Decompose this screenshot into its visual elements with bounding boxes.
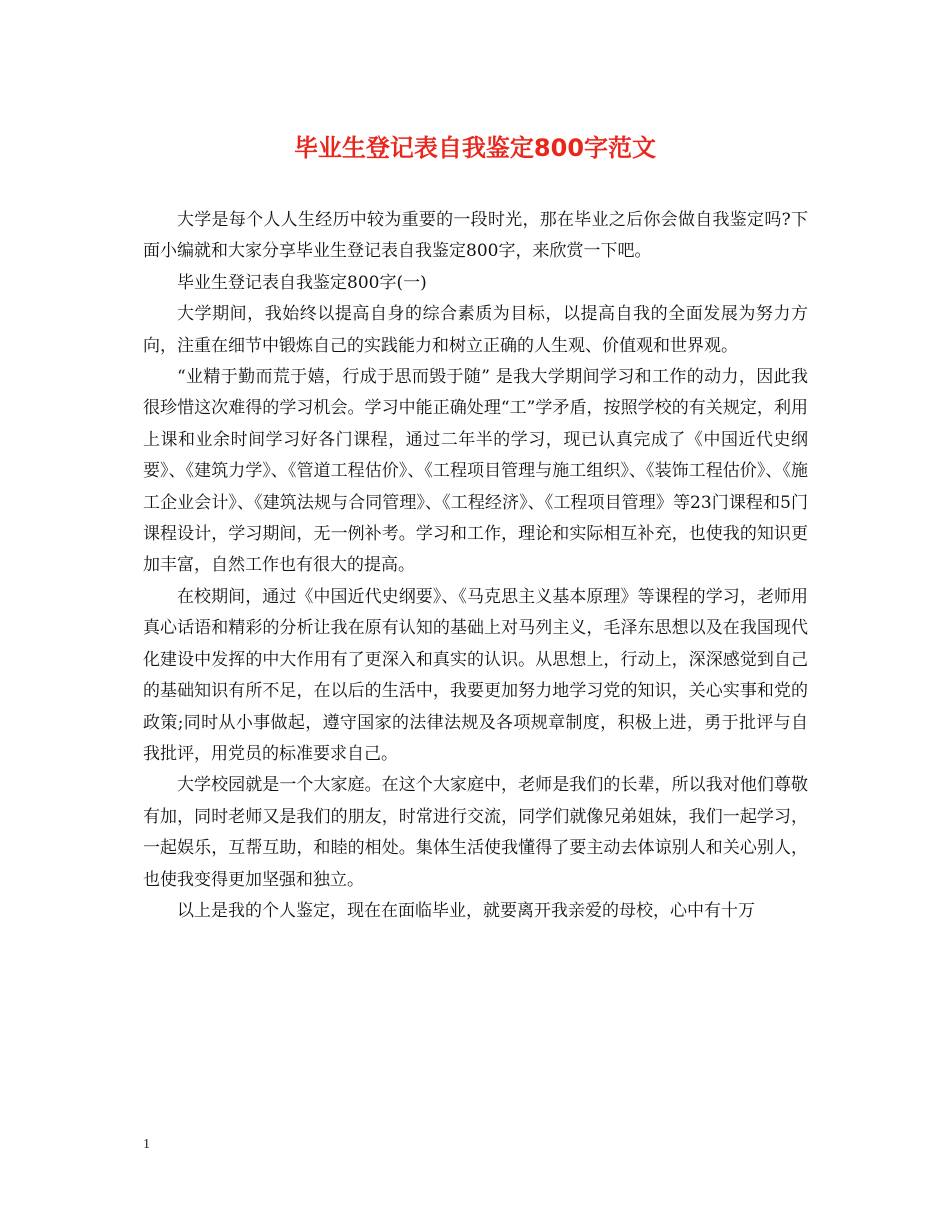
paragraph-intro: 大学是每个人人生经历中较为重要的一段时光，那在毕业之后你会做自我鉴定吗?下面小编就和大家分享毕业生登记表自我鉴定800字，来欣赏一下吧。 bbox=[143, 210, 808, 262]
document-body bbox=[143, 205, 808, 927]
paragraph: 大学校园就是一个大家庭。在这个大家庭中，老师是我们的长辈，所以我对他们尊敬有加，同时老师又是我们的朋友，时常进行交流，同学们就像兄弟姐妹，我们一起学习，一起娱乐，互帮互助，和睦的相处。集体生活使我懂得了要主动去体谅别人和关心别人，也使我变得更加坚强和独立。 bbox=[143, 775, 808, 890]
page-number: 1 bbox=[143, 1137, 150, 1152]
paragraph: 以上是我的个人鉴定，现在在面临毕业，就要离开我亲爱的母校，心中有十万 bbox=[177, 900, 755, 921]
document-title: 毕业生登记表自我鉴定800字范文 bbox=[293, 134, 657, 162]
paragraph: 大学期间，我始终以提高自身的综合素质为目标，以提高自我的全面发展为努力方向，注重在细节中锻炼自己的实践能力和树立正确的人生观、价值观和世界观。 bbox=[143, 304, 808, 356]
paragraph: 在校期间，通过《中国近代史纲要》、《马克思主义基本原理》等课程的学习，老师用真心话语和精彩的分析让我在原有认知的基础上对马列主义，毛泽东思想以及在我国现代化建设中发挥的中大作用有了更深入和真实的认识。从思想上，行动上，深深感觉到自己的基础知识有所不足，在以后的生活中，我要更加努力地学习党的知识，关心实事和党的政策;同时从小事做起，遵守国家的法律法规及各项规章制度，积极上进，勇于批评与自我批评，用党员的标准要求自己。 bbox=[143, 586, 808, 764]
paragraph: “业精于勤而荒于嬉，行成于思而毁于随” 是我大学期间学习和工作的动力，因此我很珍惜这次难得的学习机会。学习中能正确处理“工”学矛盾，按照学校的有关规定，利用上课和业余时间学习好各门课程，通过二年半的学习，现已认真完成了《中国近代史纲要》、《建筑力学》、《管道工程估价》、《工程项目管理与施工组织》、《装饰工程估价》、《施工企业会计》、《建筑法规与合同管理》、《工程经济》、《工程项目管理》等23门课程和5门课程设计，学习期间，无一例补考。学习和工作，理论和实际相互补充，也使我的知识更加丰富，自然工作也有很大的提高。 bbox=[143, 367, 808, 576]
section-heading: 毕业生登记表自我鉴定800字(一) bbox=[177, 272, 427, 293]
